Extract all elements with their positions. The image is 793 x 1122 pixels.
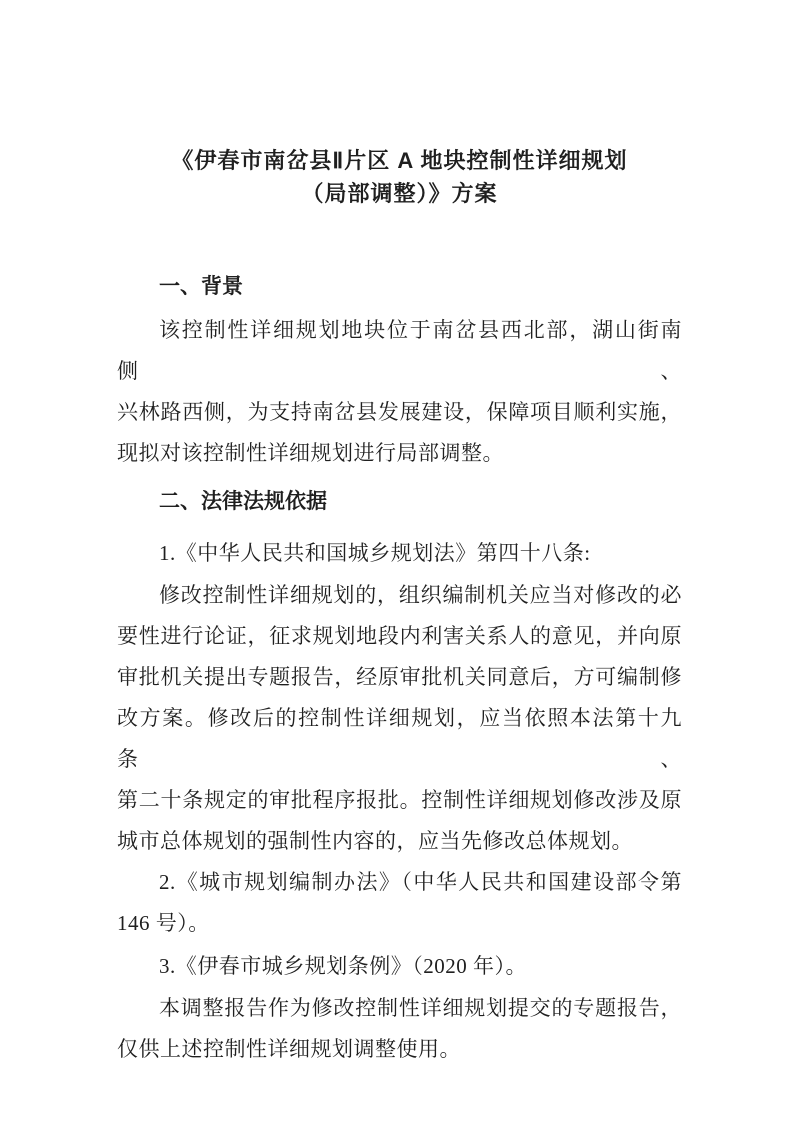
paragraph-line: 1.《中华人民共和国城乡规划法》第四十八条: [159, 541, 591, 565]
paragraph-line: 修改控制性详细规划的，组织编制机关应当对修改的必 [159, 583, 682, 607]
paragraph-line: 要性进行论证，征求规划地段内利害关系人的意见，并向原 [117, 624, 682, 648]
paragraph-usage-note [117, 988, 682, 1070]
paragraph-line: 城市总体规划的强制性内容的，应当先修改总体规划。 [117, 829, 633, 853]
document-content [117, 0, 682, 1070]
paragraph-line: 该控制性详细规划地块位于南岔县西北部，湖山街南侧、 [117, 318, 682, 383]
document-title-line-1: 《伊春市南岔县Ⅱ片区 A 地块控制性详细规划 [171, 148, 628, 173]
paragraph-legal-item-1 [117, 533, 682, 574]
paragraph-line: 3.《伊春市城乡规划条例》（2020 年）。 [159, 954, 527, 978]
paragraph-line: 现拟对该控制性详细规划进行局部调整。 [117, 441, 504, 465]
paragraph-background [117, 310, 682, 474]
section-heading-background: 一、背景 [159, 275, 243, 298]
document-title [117, 0, 682, 210]
paragraph-line: 2.《城市规划编制办法》（中华人民共和国建设部令第 [159, 870, 682, 894]
paragraph-line: 仅供上述控制性详细规划调整使用。 [117, 1037, 461, 1061]
section-heading-legal-basis: 二、法律法规依据 [159, 490, 327, 513]
paragraph-line: 审批机关提出专题报告，经原审批机关同意后，方可编制修 [117, 665, 682, 689]
paragraph-line: 本调整报告作为修改控制性详细规划提交的专题报告， [159, 996, 682, 1020]
paragraph-line: 146 号）。 [117, 911, 210, 935]
paragraph-line: 第二十条规定的审批程序报批。控制性详细规划修改涉及原 [117, 788, 682, 812]
paragraph-law-quote [117, 575, 682, 862]
paragraph-line: 兴林路西侧，为支持南岔县发展建设，保障项目顺利实施， [117, 400, 682, 424]
document-title-line-2: （局部调整）》方案 [301, 181, 498, 206]
paragraph-line: 改方案。修改后的控制性详细规划，应当依照本法第十九条、 [117, 706, 682, 771]
paragraph-legal-item-3 [117, 946, 682, 987]
paragraph-legal-item-2 [117, 862, 682, 944]
